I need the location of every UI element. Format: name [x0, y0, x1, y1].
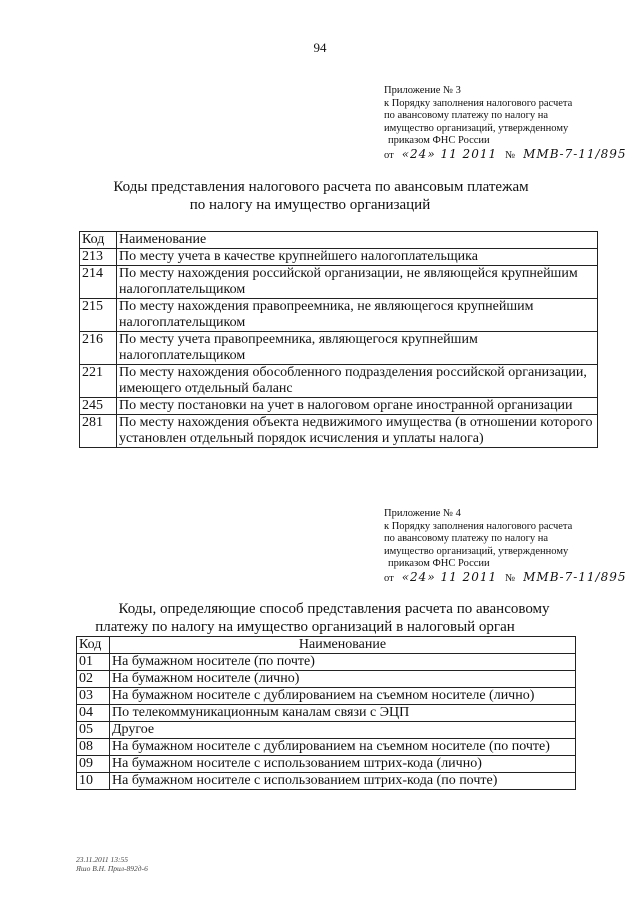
heading-line: по налогу на имущество организаций [189, 197, 431, 213]
table-row [80, 299, 598, 332]
code-cell: 05 [77, 722, 110, 739]
table-body [80, 249, 598, 448]
table-2-heading [0, 600, 640, 636]
table-row [77, 705, 576, 722]
appendix-line: по авансовому платежу по налогу на [384, 110, 549, 121]
code-cell: 281 [80, 415, 117, 448]
code-cell: 04 [77, 705, 110, 722]
name-cell: По месту нахождения объекта недвижимого имущества (в отношении которого установлен отдельный порядок исчисления и уплаты налога) [117, 415, 598, 448]
appendix-line: приказом ФНС России [388, 135, 490, 146]
table-1-heading [0, 178, 640, 214]
appendix-line: к Порядку заполнения налогового расчета [384, 97, 573, 109]
name-cell: По месту учета в качестве крупнейшего налогоплательщика [117, 249, 598, 266]
table-row [80, 249, 598, 266]
table-header-row [80, 232, 598, 249]
print-footer [76, 855, 148, 873]
codes-table-1 [79, 231, 598, 448]
code-cell: 03 [77, 688, 110, 705]
table-row [77, 688, 576, 705]
table-row [77, 756, 576, 773]
heading-line: Коды, определяющие способ представления расчета по авансовому [118, 601, 550, 617]
appendix-line: имущество организаций, утвержденному [384, 545, 569, 557]
name-cell: На бумажном носителе (лично) [110, 671, 576, 688]
name-cell: На бумажном носителе с дублированием на съемном носителе (лично) [110, 688, 576, 705]
column-header-name: Наименование [110, 637, 576, 654]
code-cell: 08 [77, 739, 110, 756]
name-cell: По месту нахождения российской организации, не являющейся крупнейшим налогоплательщиком [117, 266, 598, 299]
table-row [80, 398, 598, 415]
table-row [80, 415, 598, 448]
table-row [77, 654, 576, 671]
number-label: № [505, 572, 516, 584]
column-header-code: Код [77, 637, 110, 654]
name-cell: Другое [110, 722, 576, 739]
code-cell: 09 [77, 756, 110, 773]
codes-table-2 [76, 636, 576, 790]
appendix-3-header [384, 85, 626, 162]
code-cell: 10 [77, 773, 110, 790]
handwritten-date: «24» 11 2011 [401, 569, 498, 584]
name-cell: По телекоммуникационным каналам связи с ЭЦП [110, 705, 576, 722]
table-row [77, 773, 576, 790]
number-label: № [505, 149, 516, 161]
order-date-number [384, 571, 626, 586]
code-cell: 214 [80, 266, 117, 299]
code-cell: 245 [80, 398, 117, 415]
from-label: от [384, 572, 394, 584]
table-body [77, 654, 576, 790]
appendix-line: имущество организаций, утвержденному [384, 122, 569, 134]
appendix-line: Приложение № 4 [384, 508, 461, 519]
table-row [80, 266, 598, 299]
table-header-row [77, 637, 576, 654]
appendix-line: Приложение № 3 [384, 85, 461, 96]
name-cell: По месту нахождения обособленного подразделения российской организации, имеющего отдельный баланс [117, 365, 598, 398]
table-row [77, 722, 576, 739]
handwritten-date: «24» 11 2011 [401, 146, 498, 161]
page-number: 94 [313, 40, 327, 55]
table-row [77, 739, 576, 756]
name-cell: На бумажном носителе с дублированием на съемном носителе (по почте) [110, 739, 576, 756]
code-cell: 215 [80, 299, 117, 332]
code-cell: 221 [80, 365, 117, 398]
name-cell: На бумажном носителе с использованием штрих-кода (по почте) [110, 773, 576, 790]
handwritten-order-number: ММВ-7-11/895 [523, 146, 627, 161]
code-cell: 02 [77, 671, 110, 688]
from-label: от [384, 149, 394, 161]
appendix-line: к Порядку заполнения налогового расчета [384, 520, 573, 532]
table-row [80, 365, 598, 398]
code-cell: 216 [80, 332, 117, 365]
column-header-name: Наименование [117, 232, 598, 249]
appendix-4-header [384, 508, 626, 585]
code-cell: 01 [77, 654, 110, 671]
column-header-code: Код [80, 232, 117, 249]
name-cell: По месту постановки на учет в налоговом органе иностранной организации [117, 398, 598, 415]
heading-line: Коды представления налогового расчета по авансовым платежам [113, 179, 529, 195]
name-cell: На бумажном носителе (по почте) [110, 654, 576, 671]
handwritten-order-number: ММВ-7-11/895 [523, 569, 627, 584]
code-cell: 213 [80, 249, 117, 266]
print-timestamp: 23.11.2011 13:55 [76, 855, 129, 864]
name-cell: По месту нахождения правопреемника, не являющегося крупнейшим налогоплательщиком [117, 299, 598, 332]
appendix-line: по авансовому платежу по налогу на [384, 533, 549, 544]
name-cell: По месту учета правопреемника, являющегося крупнейшим налогоплательщиком [117, 332, 598, 365]
file-reference: Яшо В.Н. Прил-892д-6 [76, 864, 148, 873]
heading-line: платежу по налогу на имущество организаций в налоговый орган [95, 619, 515, 635]
order-date-number [384, 148, 626, 163]
table-row [80, 332, 598, 365]
name-cell: На бумажном носителе с использованием штрих-кода (лично) [110, 756, 576, 773]
table-row [77, 671, 576, 688]
appendix-line: приказом ФНС России [388, 558, 490, 569]
